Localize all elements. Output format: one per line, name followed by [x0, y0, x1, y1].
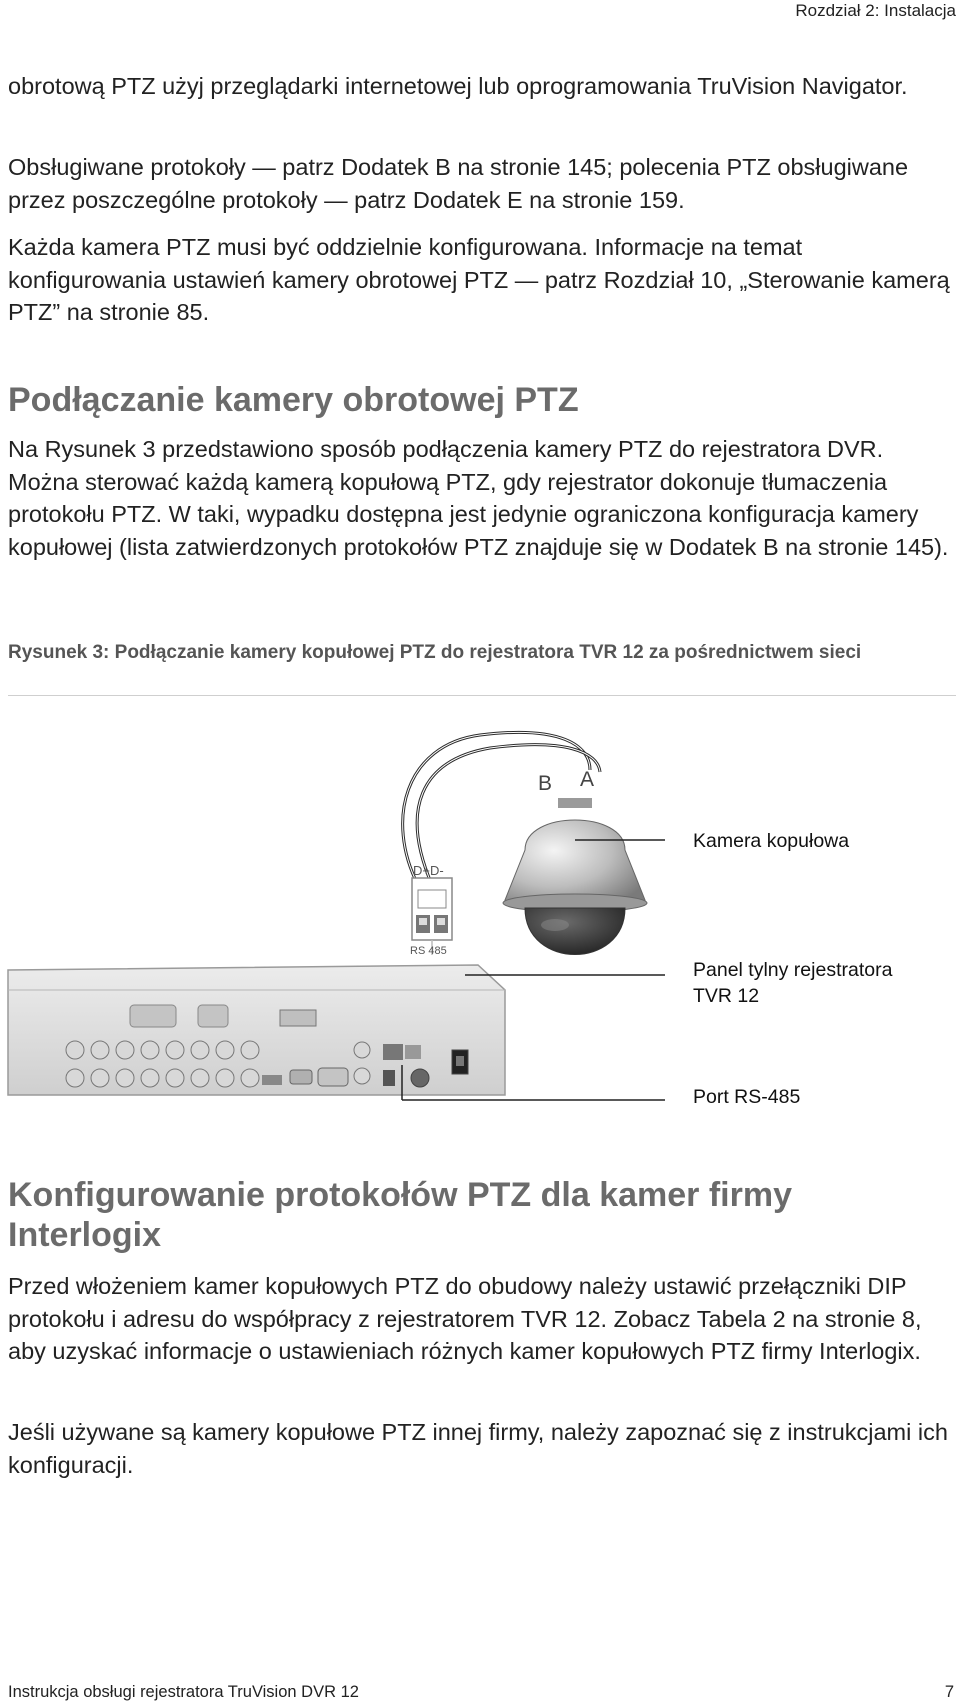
section-heading-interlogix: Konfigurowanie protokołów PTZ dla kamer firmy Interlogix [8, 1176, 792, 1254]
footer-title: Instrukcja obsługi rejestratora TruVision DVR 12 [8, 1683, 359, 1701]
paragraph-configuration: Każda kamera PTZ musi być oddzielnie konfigurowana. Informacje na temat konfigurowania ustawień kamery obrotowej PTZ — patrz Rozdział 10, „Sterowanie kamerą PTZ” na stronie 85. [8, 234, 950, 325]
rs485-tag: RS 485 [410, 945, 447, 957]
dome-camera [503, 798, 647, 955]
wire-label-b: B [538, 772, 553, 795]
paragraph-ptz-connection: Na Rysunek 3 przedstawiono sposób podłączenia kamery PTZ do rejestratora DVR. Można sterować każdą kamerą kopułową PTZ, gdy rejestrator dokonuje tłumaczenia protokołu PTZ. W taki, wypadku dostępna jest jedynie ograniczona konfiguracja kamery kopułowej (lista zatwierdzonych protokołów PTZ znajduje się w Dodatek B na stronie 145). [8, 436, 949, 560]
running-header: Rozdział 2: Instalacja [795, 1, 956, 20]
callout-panel-line1: Panel tylny rejestratora [693, 959, 893, 981]
callout-port: Port RS-485 [693, 1086, 801, 1108]
figure-caption: Rysunek 3: Podłączanie kamery kopułowej PTZ do rejestratora TVR 12 za pośrednictwem sieci [8, 642, 862, 663]
paragraph-protocols: Obsługiwane protokoły — patrz Dodatek B na stronie 145; polecenia PTZ obsługiwane przez poszczególne protokoły — patrz Dodatek E na stronie 159. [8, 154, 909, 213]
paragraph-intro: obrotową PTZ użyj przeglądarki internetowej lub oprogramowania TruVision Navigator. [8, 73, 908, 99]
page-number: 7 [944, 1683, 954, 1701]
paragraph-interlogix-setup: Przed włożeniem kamer kopułowych PTZ do obudowy należy ustawić przełączniki DIP protokołu i adresu do współpracy z rejestratorem TVR 12. Zobacz Tabela 2 na stronie 8, aby uzyskać informacje o ustawieniach różnych kamer kopułowych PTZ firmy Interlogix. [8, 1273, 922, 1364]
section-heading-ptz-connection: Podłączanie kamery obrotowej PTZ [8, 381, 579, 419]
callout-panel-line2: TVR 12 [693, 985, 760, 1007]
dvr-rear-panel [8, 965, 505, 1095]
connection-diagram [0, 700, 960, 1120]
callout-camera: Kamera kopułowa [693, 830, 850, 852]
figure-connection-diagram [0, 700, 960, 1120]
paragraph-other-vendors: Jeśli używane są kamery kopułowe PTZ innej firmy, należy zapoznać się z instrukcjami ich konfiguracji. [8, 1419, 948, 1478]
rs485-terminal [412, 878, 452, 955]
wire-label-a: A [580, 768, 595, 791]
caption-divider [8, 695, 956, 696]
terminal-label: D+D- [413, 863, 444, 878]
